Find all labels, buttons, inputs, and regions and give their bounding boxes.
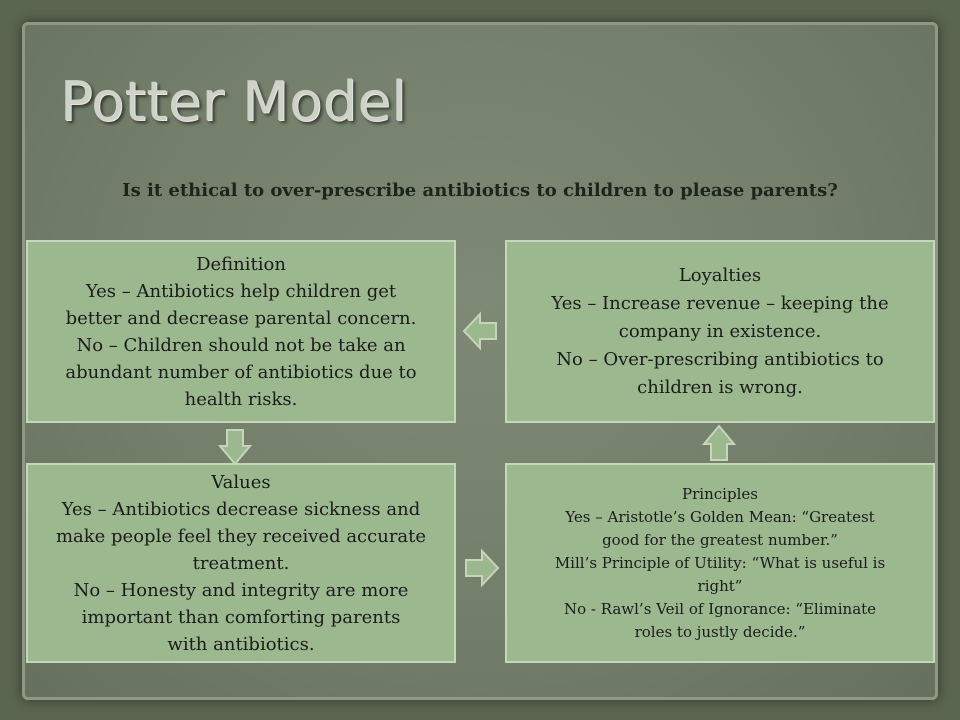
arrow-left-icon: [462, 310, 498, 352]
principles-line: Yes – Aristotle’s Golden Mean: “Greatest: [565, 507, 875, 526]
loyalties-line: company in existence.: [618, 320, 822, 342]
loyalties-heading: Loyalties: [678, 264, 762, 286]
values-line: treatment.: [192, 552, 290, 574]
loyalties-box: [505, 240, 935, 423]
values-line: important than comforting parents: [81, 606, 401, 628]
principles-line: right”: [697, 576, 743, 595]
values-line: make people feel they received accurate: [55, 525, 427, 547]
principles-line: good for the greatest number.”: [602, 530, 838, 549]
definition-heading: Definition: [196, 253, 286, 275]
values-heading: Values: [211, 471, 271, 493]
arrow-right-icon: [464, 548, 500, 588]
slide-title: Potter Model: [60, 70, 407, 133]
arrow-up-icon: [702, 424, 736, 462]
principles-line: No - Rawl’s Veil of Ignorance: “Eliminate: [563, 599, 877, 618]
values-line: No – Honesty and integrity are more: [73, 579, 409, 601]
arrow-down-icon: [218, 428, 252, 466]
values-line: with antibiotics.: [167, 633, 315, 655]
definition-line: Yes – Antibiotics help children get: [85, 280, 397, 302]
loyalties-line: children is wrong.: [637, 376, 803, 398]
loyalties-line: No – Over-prescribing antibiotics to: [556, 348, 884, 370]
definition-box: [26, 240, 456, 423]
definition-line: better and decrease parental concern.: [65, 307, 417, 329]
question-text: Is it ethical to over-prescribe antibiotics to children to please parents?: [122, 180, 838, 201]
principles-box: [505, 463, 935, 663]
principles-heading: Principles: [682, 484, 758, 503]
values-line: Yes – Antibiotics decrease sickness and: [61, 498, 421, 520]
definition-line: abundant number of antibiotics due to: [65, 361, 417, 383]
definition-line: No – Children should not be take an: [76, 334, 406, 356]
definition-line: health risks.: [184, 388, 298, 410]
principles-line: roles to justly decide.”: [634, 622, 806, 641]
loyalties-line: Yes – Increase revenue – keeping the: [551, 292, 889, 314]
values-box: [26, 463, 456, 663]
principles-line: Mill’s Principle of Utility: “What is useful is: [554, 553, 886, 572]
